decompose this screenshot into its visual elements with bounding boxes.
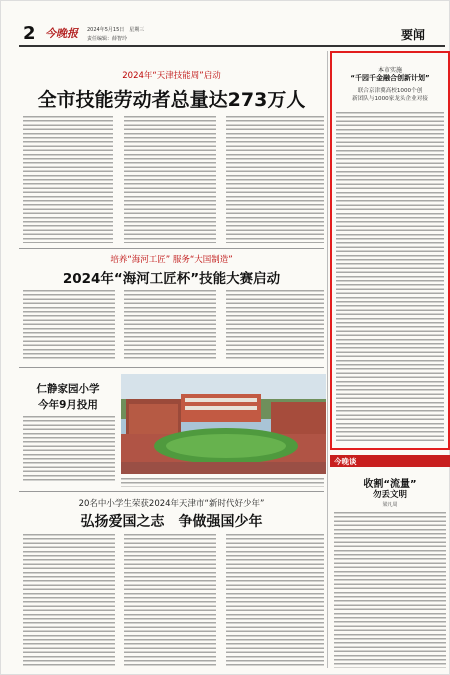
boxed-article-kicker: 本市实施: [377, 67, 402, 74]
boxed-article-body: [336, 111, 444, 444]
divider: [19, 248, 324, 249]
school-aerial-image: [121, 374, 326, 474]
article4-headline: 弘扬爱国之志 争做强国少年: [80, 514, 263, 530]
boxed-article-subtitle-line2: 新团队与1000家龙头企业对接: [352, 96, 428, 102]
article1-body-col3: [226, 115, 324, 243]
header-rule: [19, 45, 445, 47]
article3-headline-line2: 今年9月投用: [38, 399, 98, 411]
column-separator: [327, 51, 328, 668]
column-tab-label: 今晚谈: [334, 457, 357, 466]
school-photo: [121, 374, 326, 474]
article2-body-col2: [124, 289, 216, 361]
issue-date: 2024年5月15日 星期三: [87, 27, 145, 33]
column-body: [334, 511, 446, 668]
editor-credit: 责任编辑：薛智玲: [87, 36, 128, 42]
article1-body-col2: [124, 115, 216, 243]
article2-body-col1: [23, 289, 115, 361]
article4-body-col3: [226, 533, 324, 668]
boxed-article-title: “千园千金融合创新计划”: [350, 74, 430, 82]
divider: [19, 367, 324, 368]
article1-headline: 全市技能劳动者总量达273万人: [37, 89, 306, 111]
article3-body: [23, 415, 115, 483]
article2-headline: 2024年“海河工匠杯”技能大赛启动: [62, 271, 281, 287]
article2-body-col3: [226, 289, 324, 361]
boxed-article-subtitle: [332, 87, 448, 103]
column-title: 收割“流量”: [363, 479, 417, 490]
divider: [19, 491, 324, 492]
column-subtitle: 勿丢文明: [372, 490, 407, 500]
article4-body-col1: [23, 533, 115, 668]
column-byline: 梁凡周: [382, 502, 398, 508]
page-header: [1, 1, 450, 47]
article1-body-col1: [23, 115, 113, 243]
masthead-logo: 今晚报: [45, 27, 78, 40]
section-title: 要闻: [401, 28, 426, 42]
page-number: 2: [23, 23, 36, 44]
article3-headline-line1: 仁静家园小学: [36, 383, 100, 395]
photo-caption: [121, 477, 324, 487]
article2-kicker: 培养“海河工匠” 服务“大国制造”: [110, 255, 233, 265]
boxed-article-subtitle-line1: 联合京津冀高校1000个创: [357, 88, 423, 94]
article1-kicker: 2024年“天津技能周”启动: [122, 71, 221, 81]
article4-body-col2: [124, 533, 216, 668]
article4-kicker: 20名中小学生荣获2024年天津市“新时代好少年”: [78, 499, 265, 509]
